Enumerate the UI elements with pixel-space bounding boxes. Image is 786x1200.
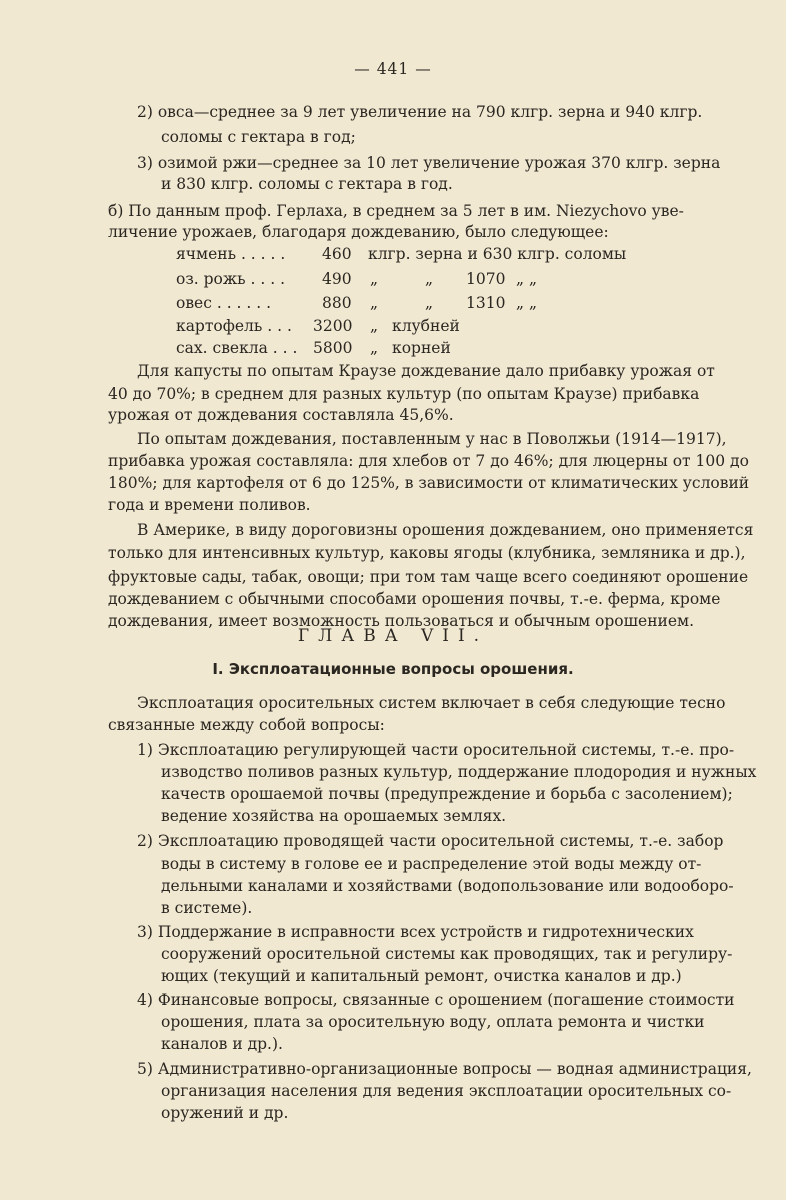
ditto-mark: „: [370, 317, 379, 335]
table-row-crop: оз. рожь . . . .: [176, 270, 286, 288]
text-line: 3) Поддержание в исправности всех устройств и гидротехнических: [137, 923, 694, 941]
text-line: Эксплоатация оросительных систем включает в себя следующие тесно: [137, 694, 726, 712]
text-line: организация населения для ведения эксплоатации оросительных со-: [161, 1082, 732, 1100]
text-line: сооружений оросительной системы как проводящих, так и регулиру-: [161, 945, 733, 963]
text-line: урожая от дождевания составляла 45,6%.: [108, 406, 454, 424]
text-line: и 830 клгр. соломы с гектара в год.: [161, 175, 453, 193]
text-line: По опытам дождевания, поставленным у нас в Поволжьи (1914—1917),: [137, 430, 727, 448]
text-line: Для капусты по опытам Краузе дождевание дало прибавку урожая от: [137, 362, 715, 380]
ditto-mark: „: [425, 270, 434, 288]
text-line: в системе).: [161, 899, 253, 917]
table-row-crop: овес . . . . . .: [176, 294, 272, 312]
text-line: воды в систему в голове ее и распределение этой воды между от-: [161, 855, 702, 873]
text-line: 5) Административно-организационные вопросы — водная администрация,: [137, 1060, 752, 1078]
table-row-amount: 3200: [313, 317, 353, 335]
text-line: года и времени поливов.: [108, 496, 311, 514]
text-line: изводство поливов разных культур, поддержание плодородия и нужных: [161, 763, 757, 781]
table-row-amount-2: 1310: [466, 294, 506, 312]
text-line: б) По данным проф. Герлаха, в среднем за 5 лет в им. Niezychovo уве-: [108, 202, 684, 220]
text-line: фруктовые сады, табак, овощи; при том там чаще всего соединяют орошение: [108, 568, 749, 586]
text-line: ведение хозяйства на орошаемых землях.: [161, 807, 507, 825]
table-row-amount: 460: [322, 245, 352, 263]
page-number: — 441 —: [354, 60, 432, 78]
chapter-heading: ГЛАВА VII.: [297, 626, 489, 646]
text-line: соломы с гектара в год;: [161, 128, 356, 146]
text-line: 40 до 70%; в среднем для разных культур (по опытам Краузе) прибавка: [108, 385, 700, 403]
table-row-amount: 880: [322, 294, 352, 312]
ditto-mark: „: [370, 294, 379, 312]
table-row-crop: сах. свекла . . .: [176, 339, 298, 357]
text-line: дельными каналами и хозяйствами (водопользование или водооборо-: [161, 877, 734, 895]
text-line: дождевания, имеет возможность пользоваться и обычным орошением.: [108, 612, 695, 630]
text-line: личение урожаев, благодаря дождеванию, было следующее:: [108, 223, 609, 241]
table-row-unit: клгр. зерна и 630 клгр. соломы: [368, 245, 627, 263]
text-line: 3) озимой ржи—среднее за 10 лет увеличение урожая 370 клгр. зерна: [137, 154, 721, 172]
text-line: 180%; для картофеля от 6 до 125%, в зависимости от климатических условий: [108, 474, 750, 492]
table-row-crop: картофель . . .: [176, 317, 292, 335]
ditto-mark: „: [370, 270, 379, 288]
text-line: только для интенсивных культур, каковы ягоды (клубника, земляника и др.),: [108, 544, 746, 562]
ditto-mark: „ „: [516, 270, 537, 288]
table-row-unit: корней: [392, 339, 451, 357]
text-line: орошения, плата за оросительную воду, оплата ремонта и чистки: [161, 1013, 705, 1031]
text-line: прибавка урожая составляла: для хлебов от 7 до 46%; для люцерны от 100 до: [108, 452, 749, 470]
section-heading: I. Эксплоатационные вопросы орошения.: [212, 660, 574, 678]
ditto-mark: „: [370, 339, 379, 357]
table-row-crop: ячмень . . . . .: [176, 245, 286, 263]
table-row-amount: 5800: [313, 339, 353, 357]
table-row-amount-2: 1070: [466, 270, 506, 288]
text-line: качеств орошаемой почвы (предупреждение и борьба с засолением);: [161, 785, 733, 803]
text-line: связанные между собой вопросы:: [108, 716, 385, 734]
text-line: каналов и др.).: [161, 1035, 283, 1053]
text-line: 2) овса—среднее за 9 лет увеличение на 790 клгр. зерна и 940 клгр.: [137, 103, 703, 121]
ditto-mark: „ „: [516, 294, 537, 312]
text-line: оружений и др.: [161, 1104, 289, 1122]
ditto-mark: „: [425, 294, 434, 312]
table-row-unit: клубней: [392, 317, 460, 335]
text-line: 1) Эксплоатацию регулирующей части оросительной системы, т.-е. про-: [137, 741, 735, 759]
text-line: 4) Финансовые вопросы, связанные с орошением (погашение стоимости: [137, 991, 735, 1009]
text-line: 2) Эксплоатацию проводящей части оросительной системы, т.-е. забор: [137, 832, 724, 850]
text-line: дождеванием с обычными способами орошения почвы, т.-е. ферма, кроме: [108, 590, 721, 608]
text-line: В Америке, в виду дороговизны орошения дождеванием, оно применяется: [137, 521, 754, 539]
table-row-amount: 490: [322, 270, 352, 288]
text-line: ющих (текущий и капитальный ремонт, очистка каналов и др.): [161, 967, 682, 985]
